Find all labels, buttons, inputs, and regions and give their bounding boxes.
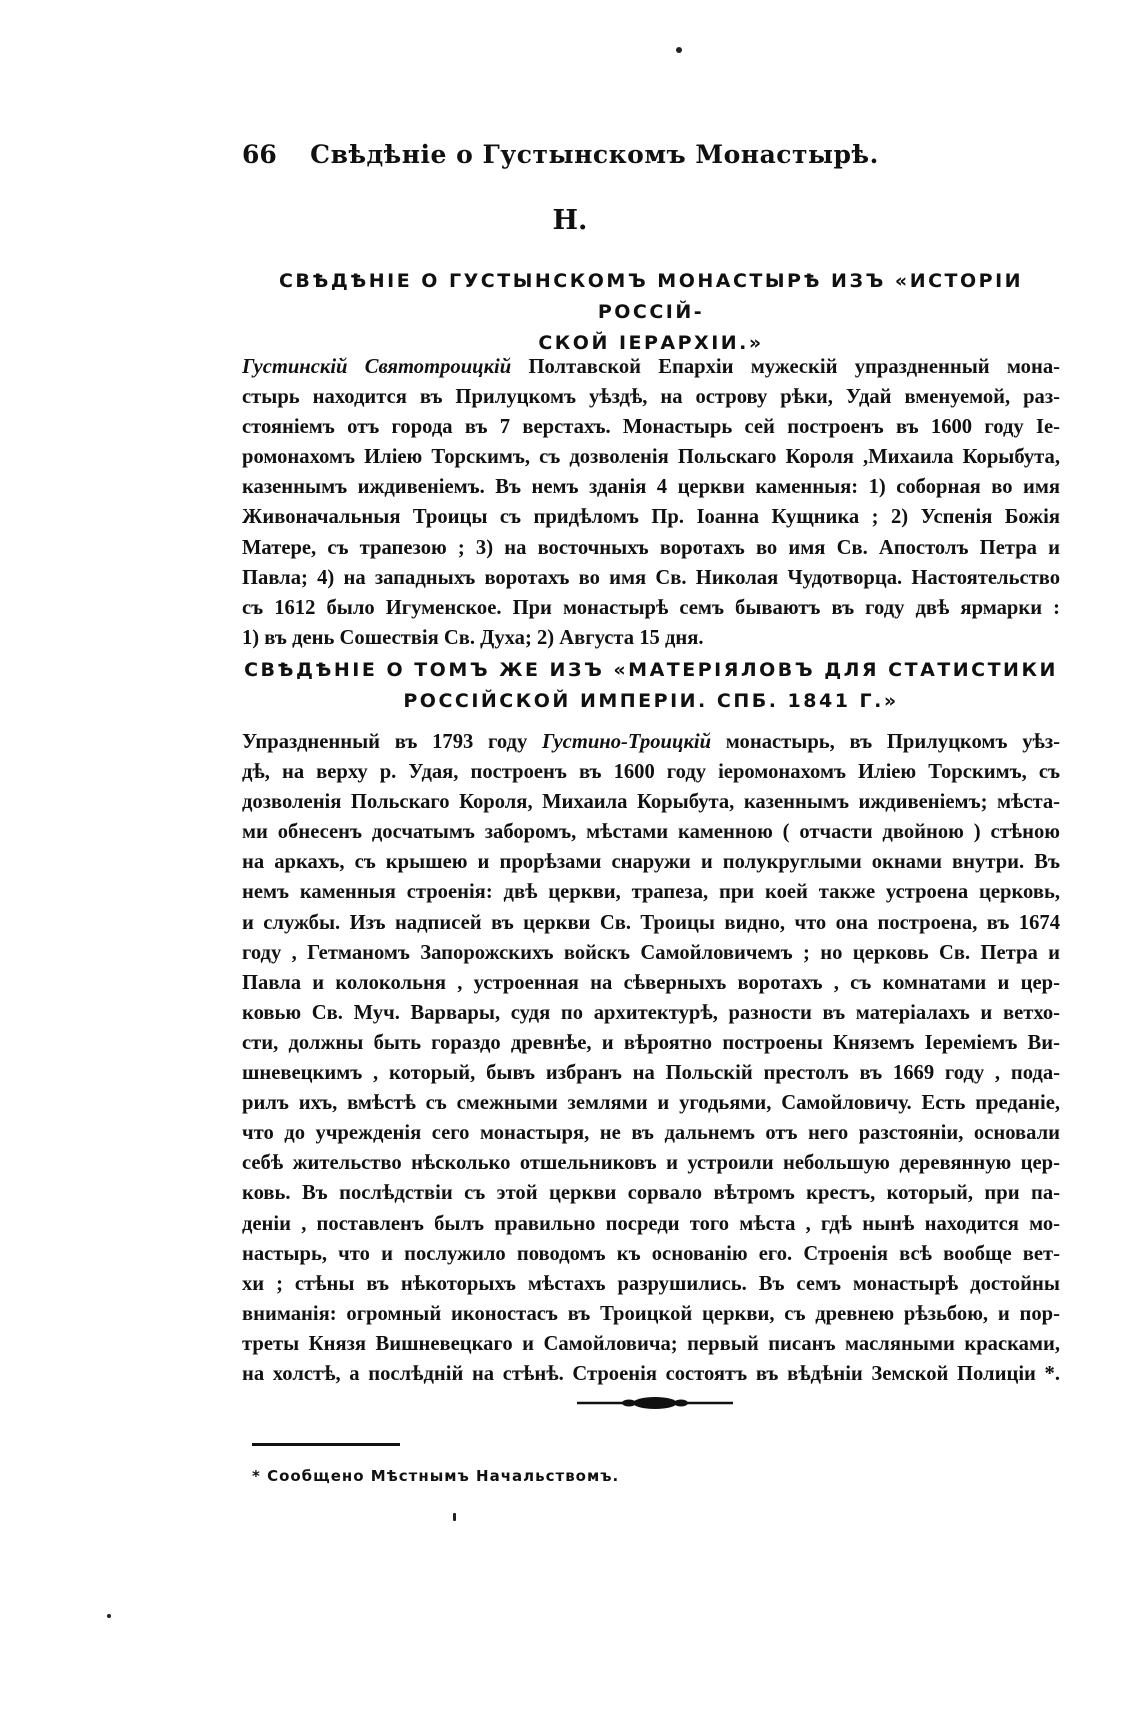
text-line (242, 352, 1060, 382)
text-line: настырь, что и послужило поводомъ къ основанію его. Строенія всѣ вообще вет- (242, 1242, 1060, 1265)
text-line: вниманія: огромный иконостасъ въ Троицкой церкви, съ древнею рѣзьбою, и пор- (242, 1302, 1060, 1325)
text-line: что до учрежденія сего монастыря, не въ дальнемъ отъ него разстояніи, основали (242, 1122, 1060, 1145)
text-line: треты Князя Вишневецкаго и Самойловича; первый писанъ масляными красками, (242, 1332, 1060, 1355)
footnote: * Сообщено Мѣстнымъ Начальствомъ. (252, 1467, 620, 1485)
page-speck (676, 47, 682, 53)
heading-line: СВѢДѢНІЕ О ТОМЪ ЖЕ ИЗЪ «МАТЕРІЯЛОВЪ ДЛЯ СТАТИСТИКИ (244, 659, 1058, 681)
text-line (242, 727, 1060, 757)
text-line: и службы. Изъ надписей въ церкви Св. Троицы видно, что она построена, въ 1674 (242, 911, 1060, 934)
section-heading-statistics (242, 655, 1060, 717)
text-line: Живоначальныя Троицы съ придѣломъ Пр. Іоанна Кущника ; 2) Успенія Божія (242, 506, 1060, 529)
page-number: 66 (242, 140, 277, 169)
text-line: Павла; 4) на западныхъ воротахъ во имя Св. Николая Чудотворца. Настоятельство (242, 566, 1060, 589)
text-line: стырь находится въ Прилуцкомъ уѣздѣ, на острову рѣки, Удай вменуемой, раз- (242, 386, 1060, 409)
text-line: немъ каменныя строенія: двѣ церкви, трапеза, при коей также устроена церковь, (242, 881, 1060, 904)
footnote-rule (252, 1443, 400, 1446)
text-line: 1) въ день Сошествія Св. Духа; 2) Августа 15 дня. (242, 626, 704, 649)
text-line: ромонахомъ Иліею Торскимъ, съ дозволенія Польскаго Короля ,Михаила Корыбута, (242, 446, 1060, 469)
text-line: казеннымъ иждивеніемъ. Въ немъ зданія 4 церкви каменныя: 1) соборная во имя (242, 476, 1060, 499)
text-line: деніи , поставленъ былъ правильно посреди того мѣста , гдѣ нынѣ находится мо- (242, 1212, 1060, 1235)
paragraph-history (242, 352, 1060, 653)
ornament-divider (575, 1395, 735, 1411)
italic-term: Густино-Троицкій (541, 731, 712, 753)
running-head (242, 140, 907, 180)
ornament-center (633, 1397, 677, 1409)
section-mark: Н. (552, 205, 588, 236)
page-speck (107, 1614, 111, 1618)
text-line: шневецкимъ , который, бывъ избранъ на Польскій престолъ въ 1669 году , пода- (242, 1062, 1060, 1085)
text-line: году , Гетманомъ Запорожскихъ войскъ Самойловичемъ ; но церковь Св. Петра и (242, 941, 1060, 964)
paragraph-statistics (242, 727, 1060, 1389)
italic-term: Густинскій Святотроицкій (242, 356, 512, 378)
text-run: Упраздненный въ 1793 году (242, 731, 542, 753)
section-heading-history (242, 266, 1060, 359)
text-line: дозволенія Польскаго Короля, Михаила Корыбута, казеннымъ иждивеніемъ; мѣста- (242, 791, 1060, 814)
text-line: сти, должны быть гораздо древнѣе, и вѣроятно построены Княземъ Іереміемъ Ви- (242, 1031, 1060, 1054)
text-line: съ 1612 было Игуменское. При монастырѣ семъ бываютъ въ году двѣ ярмарки : (242, 596, 1060, 619)
page-speck (453, 1513, 456, 1521)
text-line: на аркахъ, съ крышею и прорѣзами снаружи и полукруглыми окнами внутри. Въ (242, 851, 1060, 874)
text-line: ковь. Въ послѣдствіи съ этой церкви сорвало вѣтромъ крестъ, который, при па- (242, 1182, 1060, 1205)
heading-line: СКОЙ ІЕРАРХІИ.» (538, 332, 764, 354)
ornament-right-drop (674, 1400, 688, 1407)
text-run: Полтавской Епархіи мужескій упраздненный мона- (511, 356, 1060, 378)
text-line: стояніемъ отъ города въ 7 верстахъ. Монастырь сей построенъ въ 1600 году Іе- (242, 416, 1060, 439)
heading-line: РОССІЙСКОЙ ИМПЕРІИ. СПБ. 1841 Г.» (403, 690, 899, 712)
running-title: Свѣдѣніе о Густынскомъ Монастырѣ. (310, 140, 879, 169)
text-line: Матере, съ трапезою ; 3) на восточныхъ воротахъ во имя Св. Апостолъ Петра и (242, 536, 1060, 559)
text-line: ми обнесенъ досчатымъ заборомъ, мѣстами каменною ( отчасти двойною ) стѣною (242, 821, 1060, 844)
text-line: ковью Св. Муч. Варвары, судя по архитектурѣ, разности въ матеріалахъ и ветхо- (242, 1001, 1060, 1024)
text-line: рилъ ихъ, вмѣстѣ съ смежными землями и угодьями, Самойловичу. Есть преданіе, (242, 1092, 1060, 1115)
heading-line: СВѢДѢНІЕ О ГУСТЫНСКОМЪ МОНАСТЫРѢ ИЗЪ «ИСТОРІИ РОССІЙ- (278, 270, 1024, 323)
text-line: дѣ, на верху р. Удая, построенъ въ 1600 году іеромонахомъ Иліею Торскимъ, съ (242, 761, 1060, 784)
text-line: хи ; стѣны въ нѣкоторыхъ мѣстахъ разрушились. Въ семъ монастырѣ достойны (242, 1272, 1060, 1295)
text-line: Павла и колокольня , устроенная на сѣверныхъ воротахъ , съ комнатами и цер- (242, 971, 1060, 994)
text-run: монастырь, въ Прилуцкомъ уѣз- (711, 731, 1060, 753)
ornament-left-drop (622, 1400, 636, 1407)
text-line: на холстѣ, а послѣдній на стѣнѣ. Строенія состоятъ въ вѣдѣніи Земской Полиціи *. (242, 1362, 1060, 1385)
text-line: себѣ жительство нѣсколько отшельниковъ и устроили небольшую деревянную цер- (242, 1152, 1060, 1175)
